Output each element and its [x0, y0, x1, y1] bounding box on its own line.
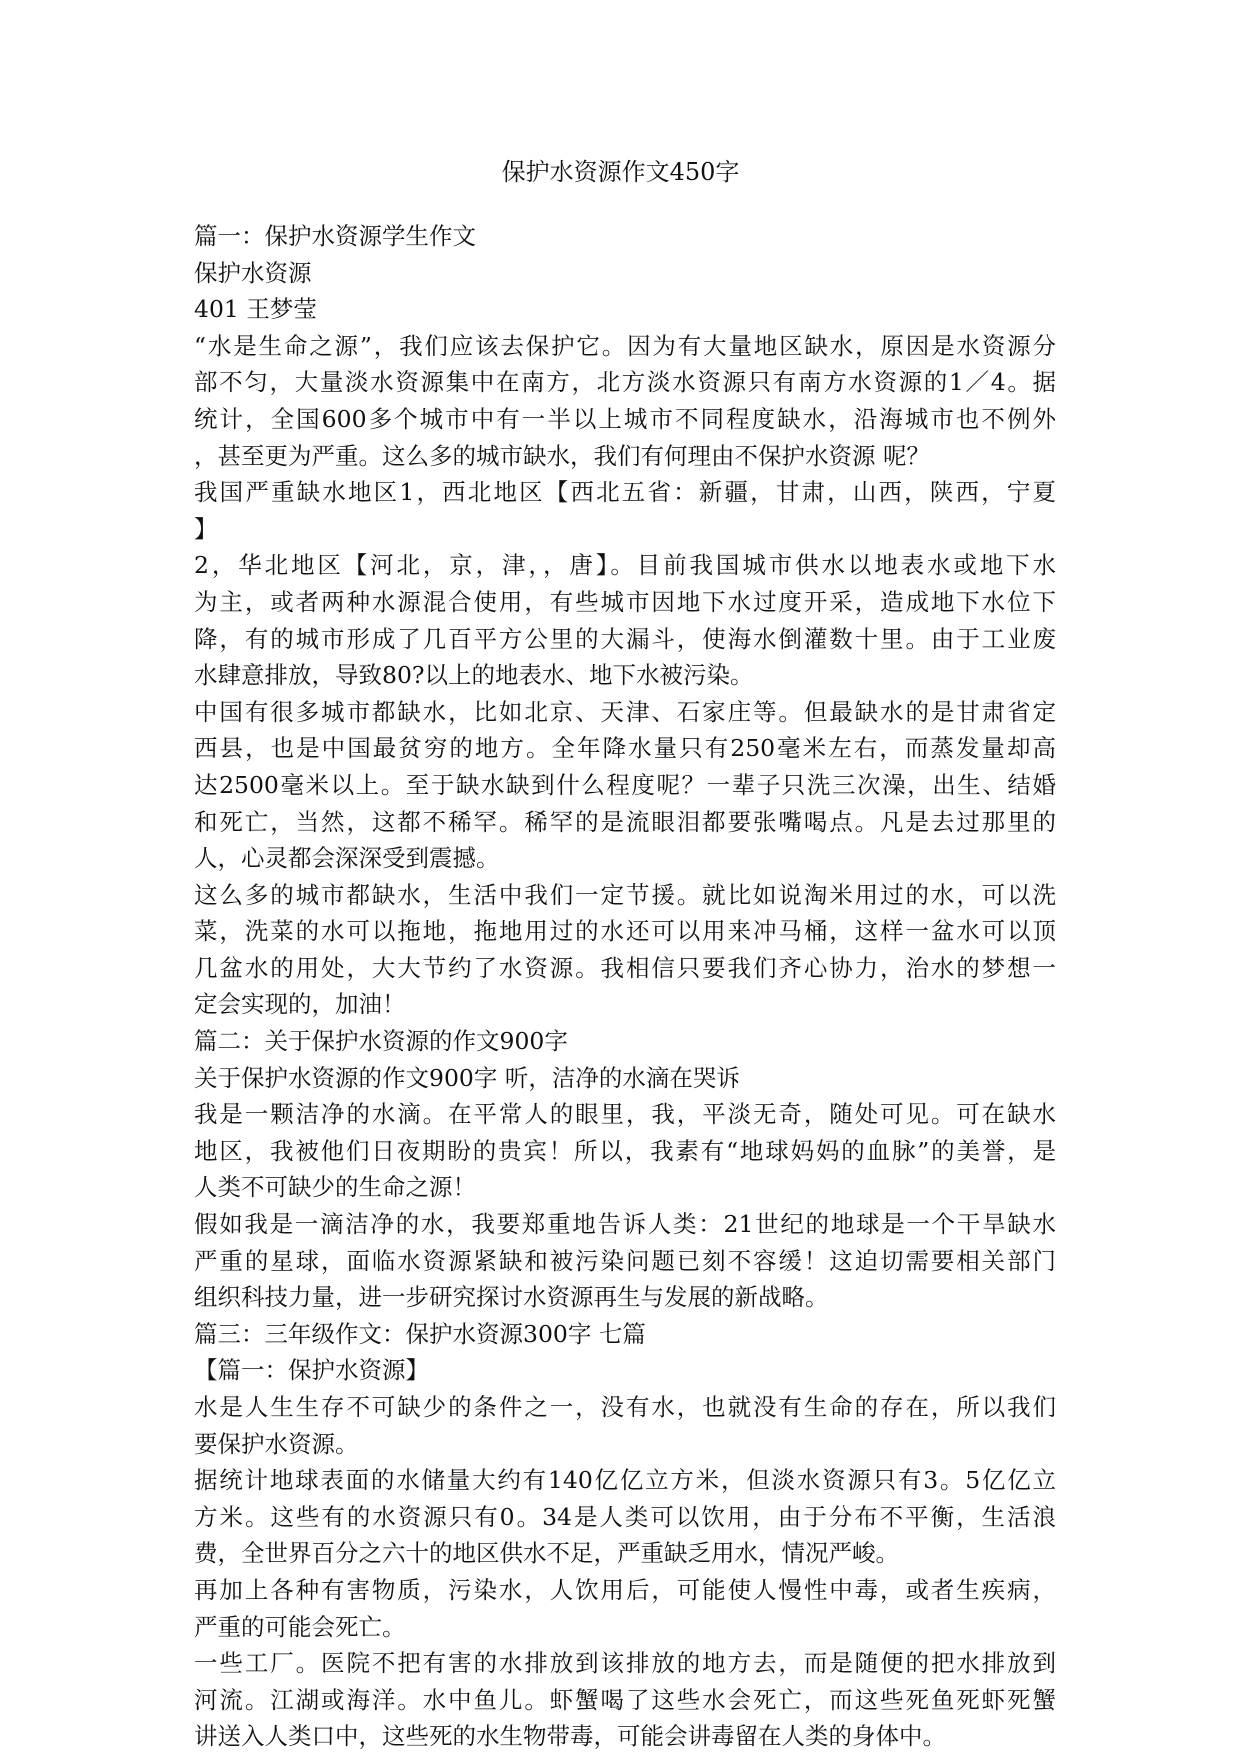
text-line: 严重的可能会死亡。	[194, 1612, 406, 1641]
text-line: 一些工厂。医院不把有害的水排放到该排放的地方去，而是随便的把水排放到	[194, 1649, 1056, 1678]
text-line: 水是人生生存不可缺少的条件之一，没有水，也就没有生命的存在，所以我们	[194, 1393, 1056, 1421]
text-line: 组织科技力量，进一步研究探讨水资源再生与发展的新战略。	[194, 1283, 829, 1312]
text-line: 关于保护水资源的作文900字 听，洁净的水滴在哭诉	[194, 1063, 740, 1092]
text-line: ，甚至更为严重。这么多的城市缺水，我们有何理由不保护水资源 呢？	[194, 441, 930, 470]
text-line: 中国有很多城市都缺水，比如北京、天津、石家庄等。但最缺水的是甘肃省定	[194, 697, 1056, 726]
text-line: 人类不可缺少的生命之源！	[194, 1173, 476, 1202]
text-line: 2，华北地区【河北，京，津，，唐】。目前我国城市供水以地表水或地下水	[194, 551, 1056, 580]
text-line: 401 王梦莹	[194, 295, 317, 324]
text-line: 篇二：关于保护水资源的作文900字	[194, 1027, 568, 1056]
text-line: 定会实现的，加油！	[194, 990, 406, 1019]
text-line: 保护水资源	[194, 258, 312, 287]
text-line: 地区，我被他们日夜期盼的贵宾！所以，我素有“地球妈妈的血脉”的美誉，是	[194, 1136, 1056, 1165]
text-line: 水肆意排放，导致80?以上的地表水、地下水被污染。	[194, 661, 754, 690]
text-line: 我国严重缺水地区1，西北地区【西北五省：新疆，甘肃，山西，陕西，宁夏	[194, 478, 1056, 507]
text-line: 河流。江湖或海洋。水中鱼儿。虾蟹喝了这些水会死亡，而这些死鱼死虾死蟹	[194, 1685, 1056, 1714]
text-line: 讲送入人类口中，这些死的水生物带毒，可能会讲毒留在人类的身体中。	[194, 1722, 946, 1751]
text-line: 我是一颗洁净的水滴。在平常人的眼里，我，平淡无奇，随处可见。可在缺水	[194, 1100, 1056, 1129]
text-line: 这么多的城市都缺水，生活中我们一定节援。就比如说淘米用过的水，可以洗	[194, 880, 1056, 909]
text-line: 据统计地球表面的水储量大约有140亿亿立方米，但淡水资源只有3。5亿亿立	[194, 1466, 1056, 1495]
text-line: 再加上各种有害物质，污染水，人饮用后，可能使人慢性中毒，或者生疾病，	[194, 1575, 1056, 1604]
text-line: 篇一：保护水资源学生作文	[194, 222, 476, 250]
text-line: 菜，洗菜的水可以拖地，拖地用过的水还可以用来冲马桶，这样一盆水可以顶	[194, 917, 1056, 946]
text-line: 几盆水的用处，大大节约了水资源。我相信只要我们齐心协力，治水的梦想一	[194, 953, 1056, 982]
text-line: 严重的星球，面临水资源紧缺和被污染问题已刻不容缓！这迫切需要相关部门	[194, 1246, 1056, 1275]
text-line: 要保护水资源。	[194, 1429, 359, 1458]
text-line: 人，心灵都会深深受到震撼。	[194, 844, 500, 873]
text-line: 方米。这些有的水资源只有0。34是人类可以饮用，由于分布不平衡，生活浪	[194, 1502, 1056, 1531]
document-body	[194, 218, 1056, 1755]
text-line: 费，全世界百分之六十的地区供水不足，严重缺乏用水，情况严峻。	[194, 1539, 899, 1568]
text-line: “水是生命之源”，我们应该去保护它。因为有大量地区缺水，原因是水资源分	[194, 331, 1056, 360]
text-line: 统计，全国600多个城市中有一半以上城市不同程度缺水，沿海城市也不例外	[194, 404, 1056, 433]
text-line: 篇三：三年级作文：保护水资源300字 七篇	[194, 1319, 646, 1348]
text-line: 达2500毫米以上。至于缺水缺到什么程度呢？一辈子只洗三次澡，出生、结婚	[194, 770, 1056, 799]
text-line: 和死亡，当然，这都不稀罕。稀罕的是流眼泪都要张嘴喝点。凡是去过那里的	[194, 807, 1056, 836]
text-line: 假如我是一滴洁净的水，我要郑重地告诉人类：21世纪的地球是一个干旱缺水	[194, 1210, 1056, 1239]
text-line: 降，有的城市形成了几百平方公里的大漏斗，使海水倒灌数十里。由于工业废	[194, 624, 1056, 653]
text-line: 【篇一：保护水资源】	[194, 1356, 429, 1385]
text-line: 】	[194, 514, 218, 543]
document-title: 保护水资源作文450字	[501, 158, 740, 186]
text-line: 部不匀，大量淡水资源集中在南方，北方淡水资源只有南方水资源的1／4。据	[194, 368, 1056, 397]
text-line: 为主，或者两种水源混合使用，有些城市因地下水过度开采，造成地下水位下	[194, 587, 1056, 616]
text-line: 西县，也是中国最贫穷的地方。全年降水量只有250毫米左右，而蒸发量却高	[194, 734, 1056, 763]
